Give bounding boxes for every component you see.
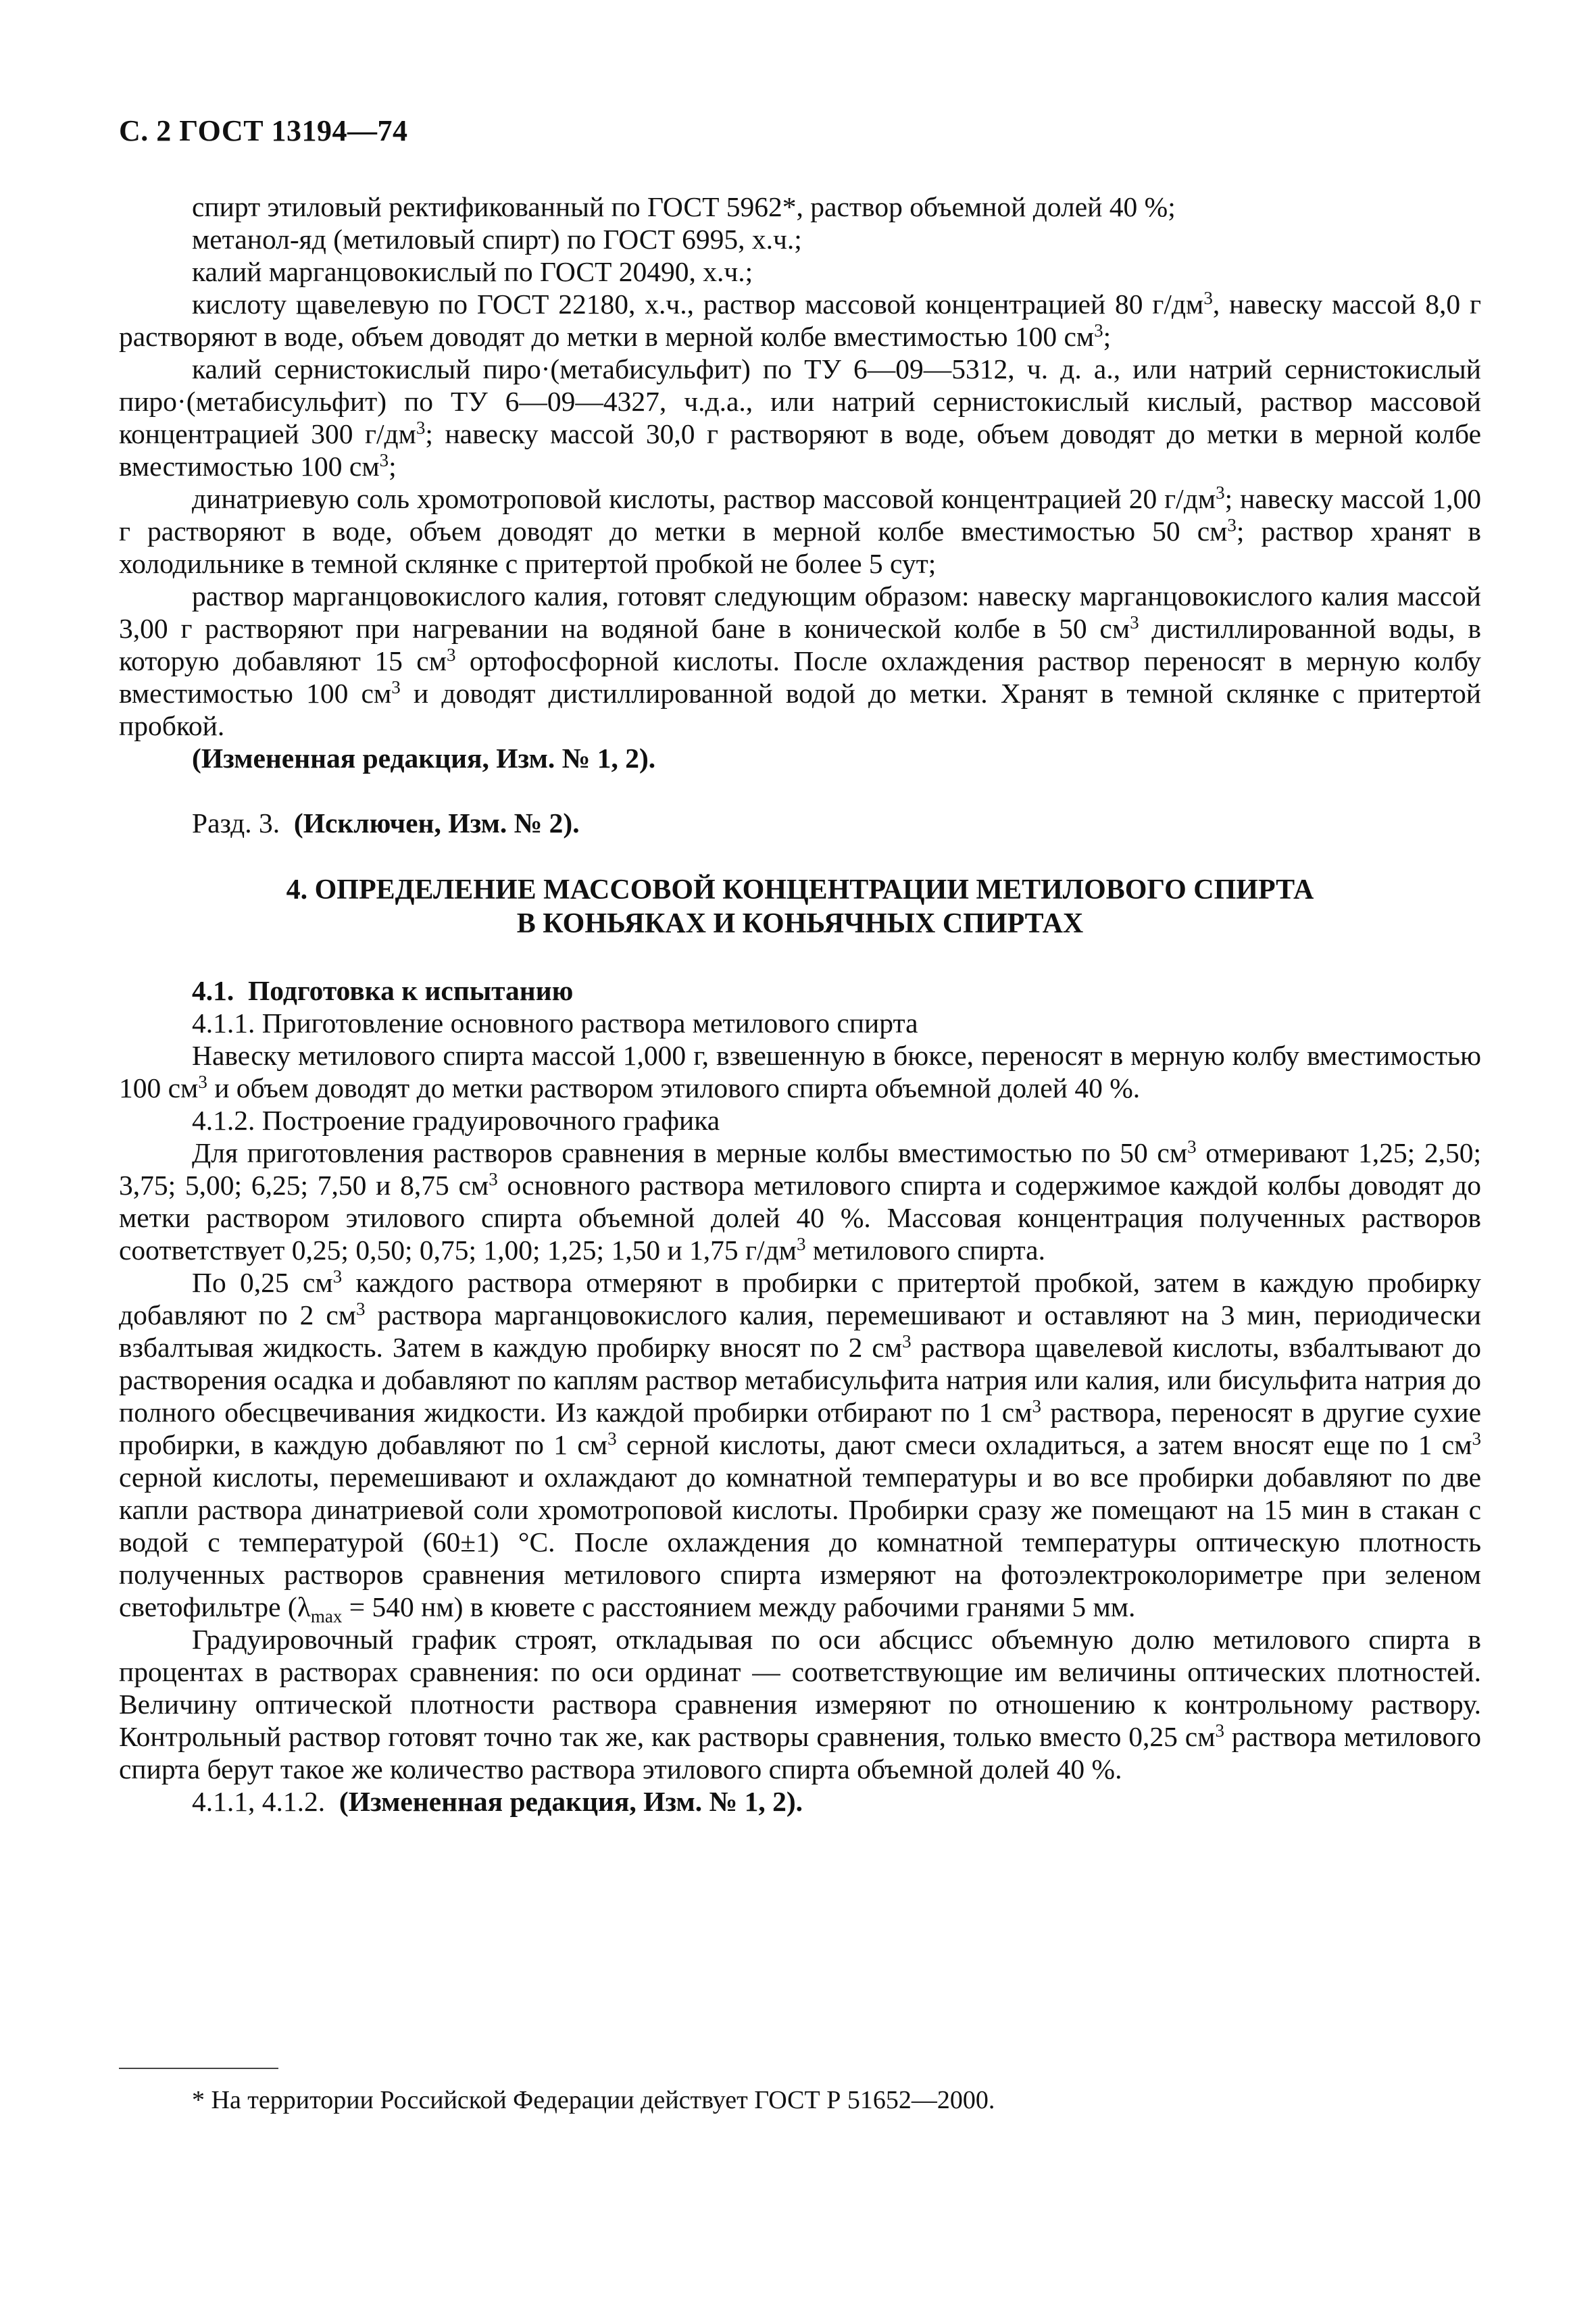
measurement-procedure-paragraph: По 0,25 $см^3$ каждого раствора отмеряют в пробирки с притертой пробкой, затем в каждую пробирку добавляют по 2 $см^3$ раствора марганцовокислого калия, перемешивают и оставляют на 3 мин, периодически взбалтывая жидкость. Затем в каждую пробирку вносят по 2 $см^3$ раствора щавелевой кислоты, взбалтывают до растворения осадка и добавляют по каплям раствор метабисульфита натрия или калия, или бисульфита натрия до полного обесцвечивания жидкости. Из каждой пробирки отбирают по 1 $см^3$ раствора, переносят в другие сухие пробирки, в каждую добавляют по 1 $см^3$ серной кислоты, дают смеси охладиться, а затем вносят еще по 1 $см^3$ серной кислоты, перемешивают и охлаждают до комнатной температуры и во все пробирки добавляют по две капли раствора динатриевой соли хромотроповой кислоты. Пробирки сразу же помещают на 15 мин в стакан с водой с температурой (60±1) °С. После охлаждения до комнатной температуры оптическую плотность полученных растворов сравнения метилового спирта измеряют на фотоэлектроколориметре при зеленом светофильтре ($\lambda_{max} = 540$ нм) в кювете с расстоянием между рабочими гранями 5 мм. xyxy=(119,1266,1482,1626)
edit-note: (Измененная редакция, Изм. № 1, 2). xyxy=(192,743,656,774)
subsection-4-1-heading: 4.1. Подготовка к испытанию xyxy=(192,975,574,1006)
subsection-4-1-1-heading: 4.1.1. Приготовление основного раствора метилового спирта xyxy=(192,1007,918,1039)
document-body xyxy=(119,191,1481,1818)
footnote-divider xyxy=(119,2068,278,2069)
reagent-chromotropic-acid: динатриевую соль хромотроповой кислоты, раствор массовой концентрацией 20 $г/дм^3$; навеску массой 1,00 г растворяют в воде, объем доводят до метки в мерной колбе вместимостью 50 $см^3$; раствор хранят в холодильнике в темной склянке с притертой пробкой не более 5 сут; xyxy=(119,482,1481,579)
stock-solution-paragraph: Навеску метилового спирта массой 1,000 г, взвешенную в бюксе, переносят в мерную колбу вместимостью 100 $см^3$ и объем доводят до метки раствором этилового спирта объемной долей 40 %. xyxy=(119,1040,1481,1103)
reagent-methanol: метанол-яд (метиловый спирт) по ГОСТ 6995, х.ч.; xyxy=(192,224,802,255)
edit-note-4-1: 4.1.1, 4.1.2. (Измененная редакция, Изм. № 1, 2). xyxy=(192,1786,803,1817)
section-3-note: Разд. 3. (Исключен, Изм. № 2). xyxy=(192,807,580,839)
subsection-4-1-2-heading: 4.1.2. Построение градуировочного графика xyxy=(192,1105,720,1136)
reagent-oxalic-acid: кислоту щавелевую по ГОСТ 22180, х.ч., раствор массовой концентрацией 80 $г/дм^3$, навеску массой 8,0 г растворяют в воде, объем доводят до метки в мерной колбе вместимостью 100 $см^3$; xyxy=(119,288,1481,352)
reagent-ethanol: спирт этиловый ректификованный по ГОСТ 5962*, раствор объемной долей 40 %; xyxy=(192,191,1176,222)
page-header: С. 2 ГОСТ 13194—74 xyxy=(119,114,408,147)
reagent-permanganate: калий марганцовокислый по ГОСТ 20490, х.ч.; xyxy=(192,256,753,287)
permanganate-preparation: раствор марганцовокислого калия, готовят следующим образом: навеску марганцовокислого калия массой 3,00 г растворяют при нагревании на водяной бане в конической колбе в 50 $см^3$ дистиллированной воды, в которую добавляют 15 $см^3$ ортофосфорной кислоты. После охлаждения раствор переносят в мерную колбу вместимостью 100 $см^3$ и доводят дистиллированной водой до метки. Хранят в темной склянке с притертой пробкой. xyxy=(119,580,1481,741)
calibration-solutions-paragraph: Для приготовления растворов сравнения в мерные колбы вместимостью по 50 $см^3$ отмеривают 1,25; 2,50; 3,75; 5,00; 6,25; 7,50 и 8,75 $см^3$ основного раствора метилового спирта и содержимое каждой колбы доводят до метки раствором этилового спирта объемной долей 40 %. Массовая концентрация полученных растворов соответствует 0,25; 0,50; 0,75; 1,00; 1,25; 1,50 и 1,75 $г/дм^3$ метилового спирта. xyxy=(119,1137,1482,1266)
footnote: * На территории Российской Федерации действует ГОСТ Р 51652—2000. xyxy=(192,2086,995,2114)
reagent-metabisulfite: калий сернистокислый пиро·(метабисульфит) по ТУ 6—09—5312, ч. д. а., или натрий сернистокислый пиро·(метабисульфит) по ТУ 6—09—4327, ч.д.а., или натрий сернистокислый кислый, раствор массовой концентрацией 300 $г/дм^3$; навеску массой 30,0 г растворяют в воде, объем доводят до метки в мерной колбе вместимостью 100 $см^3$; xyxy=(119,353,1481,482)
calibration-graph-paragraph: Градуировочный график строят, откладывая по оси абсцисс объемную долю метилового спирта в процентах в растворах сравнения: по оси ординат — соответствующие им величины оптических плотностей. Величину оптической плотности раствора сравнения измеряют по отношению к контрольному раствору. Контрольный раствор готовят точно так же, как растворы сравнения, только вместо 0,25 $см^3$ раствора метилового спирта берут такое же количество раствора этилового спирта объемной долей 40 %. xyxy=(119,1624,1482,1785)
section-4-title: 4. ОПРЕДЕЛЕНИЕ МАССОВОЙ КОНЦЕНТРАЦИИ МЕТИЛОВОГО СПИРТА В КОНЬЯКАХ И КОНЬЯЧНЫХ СПИРТАХ xyxy=(286,874,1314,939)
